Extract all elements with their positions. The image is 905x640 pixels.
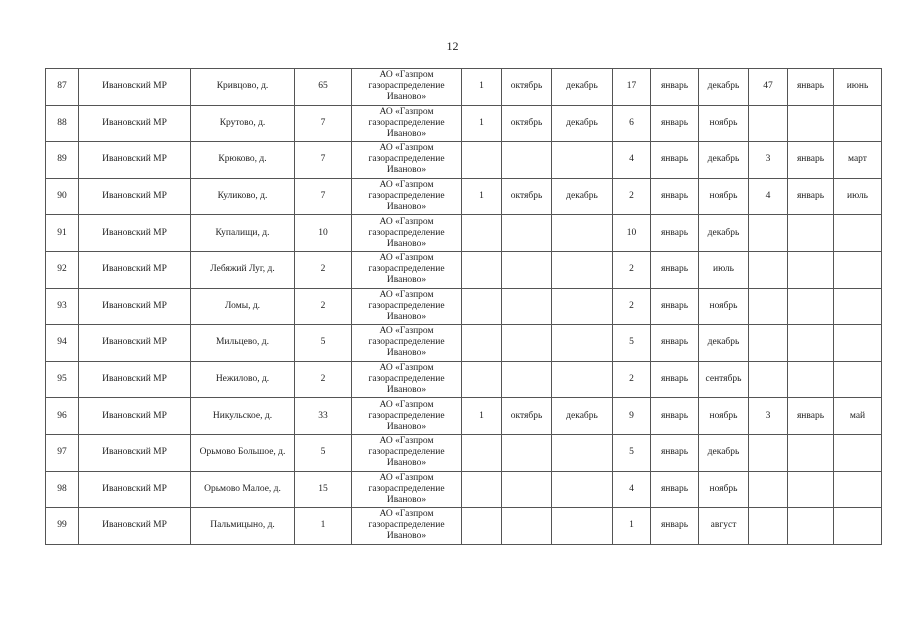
- group1-count-cell: [462, 434, 502, 471]
- page-number: 12: [446, 39, 459, 53]
- table-row: [46, 142, 882, 179]
- group3-count-cell: 3: [749, 398, 788, 435]
- group1-end-month-cell: [552, 361, 613, 398]
- locality-cell: Крюково, д.: [191, 142, 295, 179]
- group1-count-cell: [462, 215, 502, 252]
- group2-end-month-cell: ноябрь: [699, 398, 749, 435]
- group2-end-month-cell: ноябрь: [699, 105, 749, 142]
- group1-count-cell: 1: [462, 69, 502, 106]
- group3-count-cell: [749, 508, 788, 545]
- group2-count-cell: 5: [613, 325, 651, 362]
- row-number: 91: [46, 215, 79, 252]
- group3-end-month-cell: июль: [834, 178, 882, 215]
- row-number: 95: [46, 361, 79, 398]
- table-row: [46, 69, 882, 106]
- total-count-cell: 2: [295, 251, 352, 288]
- group1-start-month-cell: [502, 471, 552, 508]
- row-number: 98: [46, 471, 79, 508]
- group2-end-month-cell: декабрь: [699, 325, 749, 362]
- group3-end-month-cell: [834, 508, 882, 545]
- group3-end-month-cell: [834, 251, 882, 288]
- group3-end-month-cell: июнь: [834, 69, 882, 106]
- group2-start-month-cell: январь: [651, 251, 699, 288]
- organization-cell: АО «Газпром газораспределение Иваново»: [352, 105, 462, 142]
- group3-start-month-cell: [788, 508, 834, 545]
- table-row: [46, 288, 882, 325]
- group1-end-month-cell: [552, 288, 613, 325]
- group2-start-month-cell: январь: [651, 398, 699, 435]
- group2-start-month-cell: январь: [651, 325, 699, 362]
- group1-end-month-cell: [552, 434, 613, 471]
- total-count-cell: 10: [295, 215, 352, 252]
- locality-cell: Купалищи, д.: [191, 215, 295, 252]
- group2-count-cell: 2: [613, 178, 651, 215]
- group3-start-month-cell: [788, 288, 834, 325]
- group1-start-month-cell: [502, 215, 552, 252]
- group1-start-month-cell: октябрь: [502, 105, 552, 142]
- organization-cell: АО «Газпром газораспределение Иваново»: [352, 251, 462, 288]
- locality-cell: Ломы, д.: [191, 288, 295, 325]
- total-count-cell: 5: [295, 434, 352, 471]
- group1-start-month-cell: [502, 434, 552, 471]
- table-row: [46, 325, 882, 362]
- district-cell: Ивановский МР: [79, 178, 191, 215]
- row-number: 89: [46, 142, 79, 179]
- group2-count-cell: 2: [613, 288, 651, 325]
- group1-start-month-cell: октябрь: [502, 69, 552, 106]
- group1-end-month-cell: декабрь: [552, 178, 613, 215]
- group1-count-cell: [462, 325, 502, 362]
- organization-cell: АО «Газпром газораспределение Иваново»: [352, 178, 462, 215]
- table-row: [46, 251, 882, 288]
- group2-end-month-cell: сентябрь: [699, 361, 749, 398]
- total-count-cell: 1: [295, 508, 352, 545]
- group1-count-cell: 1: [462, 398, 502, 435]
- table-row: [46, 508, 882, 545]
- group1-end-month-cell: [552, 325, 613, 362]
- locality-cell: Куликово, д.: [191, 178, 295, 215]
- group2-start-month-cell: январь: [651, 69, 699, 106]
- group1-start-month-cell: [502, 325, 552, 362]
- row-number: 87: [46, 69, 79, 106]
- group1-end-month-cell: [552, 215, 613, 252]
- group1-start-month-cell: [502, 251, 552, 288]
- group2-start-month-cell: январь: [651, 508, 699, 545]
- group1-start-month-cell: [502, 508, 552, 545]
- group2-count-cell: 9: [613, 398, 651, 435]
- group1-count-cell: [462, 251, 502, 288]
- group1-count-cell: 1: [462, 105, 502, 142]
- locality-cell: Крутово, д.: [191, 105, 295, 142]
- district-cell: Ивановский МР: [79, 361, 191, 398]
- group3-start-month-cell: [788, 361, 834, 398]
- district-cell: Ивановский МР: [79, 325, 191, 362]
- group3-start-month-cell: [788, 325, 834, 362]
- group2-start-month-cell: январь: [651, 434, 699, 471]
- group3-count-cell: [749, 471, 788, 508]
- row-number: 92: [46, 251, 79, 288]
- organization-cell: АО «Газпром газораспределение Иваново»: [352, 471, 462, 508]
- group2-count-cell: 10: [613, 215, 651, 252]
- district-cell: Ивановский МР: [79, 288, 191, 325]
- table-body: [46, 69, 882, 545]
- organization-cell: АО «Газпром газораспределение Иваново»: [352, 69, 462, 106]
- group1-count-cell: [462, 471, 502, 508]
- group3-count-cell: 3: [749, 142, 788, 179]
- group1-end-month-cell: декабрь: [552, 398, 613, 435]
- organization-cell: АО «Газпром газораспределение Иваново»: [352, 142, 462, 179]
- group2-end-month-cell: декабрь: [699, 69, 749, 106]
- group3-count-cell: 47: [749, 69, 788, 106]
- group1-start-month-cell: октябрь: [502, 398, 552, 435]
- total-count-cell: 7: [295, 142, 352, 179]
- group1-count-cell: [462, 142, 502, 179]
- district-cell: Ивановский МР: [79, 471, 191, 508]
- organization-cell: АО «Газпром газораспределение Иваново»: [352, 361, 462, 398]
- group1-end-month-cell: [552, 251, 613, 288]
- group3-end-month-cell: май: [834, 398, 882, 435]
- organization-cell: АО «Газпром газораспределение Иваново»: [352, 215, 462, 252]
- total-count-cell: 33: [295, 398, 352, 435]
- row-number: 99: [46, 508, 79, 545]
- group1-end-month-cell: [552, 508, 613, 545]
- group2-start-month-cell: январь: [651, 215, 699, 252]
- group2-start-month-cell: январь: [651, 142, 699, 179]
- total-count-cell: 7: [295, 178, 352, 215]
- group3-start-month-cell: [788, 105, 834, 142]
- group2-count-cell: 6: [613, 105, 651, 142]
- group1-end-month-cell: декабрь: [552, 105, 613, 142]
- table-row: [46, 215, 882, 252]
- locality-cell: Пальмицыно, д.: [191, 508, 295, 545]
- group2-start-month-cell: январь: [651, 361, 699, 398]
- group2-end-month-cell: ноябрь: [699, 471, 749, 508]
- group3-start-month-cell: [788, 215, 834, 252]
- table-row: [46, 471, 882, 508]
- group1-start-month-cell: [502, 288, 552, 325]
- group3-end-month-cell: [834, 471, 882, 508]
- group2-count-cell: 4: [613, 142, 651, 179]
- group1-start-month-cell: [502, 142, 552, 179]
- row-number: 88: [46, 105, 79, 142]
- group2-end-month-cell: август: [699, 508, 749, 545]
- organization-cell: АО «Газпром газораспределение Иваново»: [352, 325, 462, 362]
- district-cell: Ивановский МР: [79, 434, 191, 471]
- group3-start-month-cell: [788, 251, 834, 288]
- table-row: [46, 398, 882, 435]
- organization-cell: АО «Газпром газораспределение Иваново»: [352, 508, 462, 545]
- row-number: 94: [46, 325, 79, 362]
- district-cell: Ивановский МР: [79, 105, 191, 142]
- total-count-cell: 15: [295, 471, 352, 508]
- group3-start-month-cell: [788, 434, 834, 471]
- locality-cell: Кривцово, д.: [191, 69, 295, 106]
- group3-start-month-cell: январь: [788, 398, 834, 435]
- district-cell: Ивановский МР: [79, 142, 191, 179]
- group2-end-month-cell: ноябрь: [699, 178, 749, 215]
- row-number: 90: [46, 178, 79, 215]
- total-count-cell: 5: [295, 325, 352, 362]
- district-cell: Ивановский МР: [79, 215, 191, 252]
- group3-count-cell: [749, 215, 788, 252]
- group3-count-cell: 4: [749, 178, 788, 215]
- group3-count-cell: [749, 105, 788, 142]
- group3-end-month-cell: [834, 288, 882, 325]
- group2-count-cell: 4: [613, 471, 651, 508]
- organization-cell: АО «Газпром газораспределение Иваново»: [352, 288, 462, 325]
- group2-count-cell: 2: [613, 251, 651, 288]
- group3-count-cell: [749, 434, 788, 471]
- group2-end-month-cell: декабрь: [699, 434, 749, 471]
- locality-cell: Орьмово Малое, д.: [191, 471, 295, 508]
- group3-end-month-cell: [834, 434, 882, 471]
- district-cell: Ивановский МР: [79, 508, 191, 545]
- group3-start-month-cell: январь: [788, 69, 834, 106]
- organization-cell: АО «Газпром газораспределение Иваново»: [352, 434, 462, 471]
- group1-end-month-cell: [552, 471, 613, 508]
- locality-cell: Лебяжий Луг, д.: [191, 251, 295, 288]
- group1-count-cell: [462, 361, 502, 398]
- group3-end-month-cell: [834, 361, 882, 398]
- group3-count-cell: [749, 361, 788, 398]
- group3-count-cell: [749, 251, 788, 288]
- locality-cell: Нежилово, д.: [191, 361, 295, 398]
- group2-count-cell: 17: [613, 69, 651, 106]
- table-row: [46, 361, 882, 398]
- group3-start-month-cell: январь: [788, 178, 834, 215]
- group2-end-month-cell: ноябрь: [699, 288, 749, 325]
- group2-start-month-cell: январь: [651, 471, 699, 508]
- group3-count-cell: [749, 325, 788, 362]
- group1-end-month-cell: декабрь: [552, 69, 613, 106]
- row-number: 96: [46, 398, 79, 435]
- group2-end-month-cell: декабрь: [699, 142, 749, 179]
- district-cell: Ивановский МР: [79, 251, 191, 288]
- group2-start-month-cell: январь: [651, 178, 699, 215]
- group3-end-month-cell: [834, 325, 882, 362]
- locality-cell: Никульское, д.: [191, 398, 295, 435]
- group3-start-month-cell: [788, 471, 834, 508]
- row-number: 97: [46, 434, 79, 471]
- total-count-cell: 7: [295, 105, 352, 142]
- group1-end-month-cell: [552, 142, 613, 179]
- table-row: [46, 178, 882, 215]
- group3-end-month-cell: [834, 215, 882, 252]
- group1-count-cell: [462, 508, 502, 545]
- total-count-cell: 2: [295, 288, 352, 325]
- group2-count-cell: 5: [613, 434, 651, 471]
- group1-count-cell: [462, 288, 502, 325]
- group3-count-cell: [749, 288, 788, 325]
- group3-start-month-cell: январь: [788, 142, 834, 179]
- locality-cell: Мильцево, д.: [191, 325, 295, 362]
- group2-start-month-cell: январь: [651, 288, 699, 325]
- row-number: 93: [46, 288, 79, 325]
- group2-count-cell: 2: [613, 361, 651, 398]
- table-row: [46, 105, 882, 142]
- locality-cell: Орьмово Большое, д.: [191, 434, 295, 471]
- group3-end-month-cell: [834, 105, 882, 142]
- total-count-cell: 2: [295, 361, 352, 398]
- group1-count-cell: 1: [462, 178, 502, 215]
- group2-start-month-cell: январь: [651, 105, 699, 142]
- group3-end-month-cell: март: [834, 142, 882, 179]
- group2-count-cell: 1: [613, 508, 651, 545]
- gasification-schedule-table: [45, 68, 882, 545]
- group1-start-month-cell: [502, 361, 552, 398]
- group2-end-month-cell: декабрь: [699, 215, 749, 252]
- group2-end-month-cell: июль: [699, 251, 749, 288]
- district-cell: Ивановский МР: [79, 398, 191, 435]
- district-cell: Ивановский МР: [79, 69, 191, 106]
- organization-cell: АО «Газпром газораспределение Иваново»: [352, 398, 462, 435]
- table-row: [46, 434, 882, 471]
- total-count-cell: 65: [295, 69, 352, 106]
- group1-start-month-cell: октябрь: [502, 178, 552, 215]
